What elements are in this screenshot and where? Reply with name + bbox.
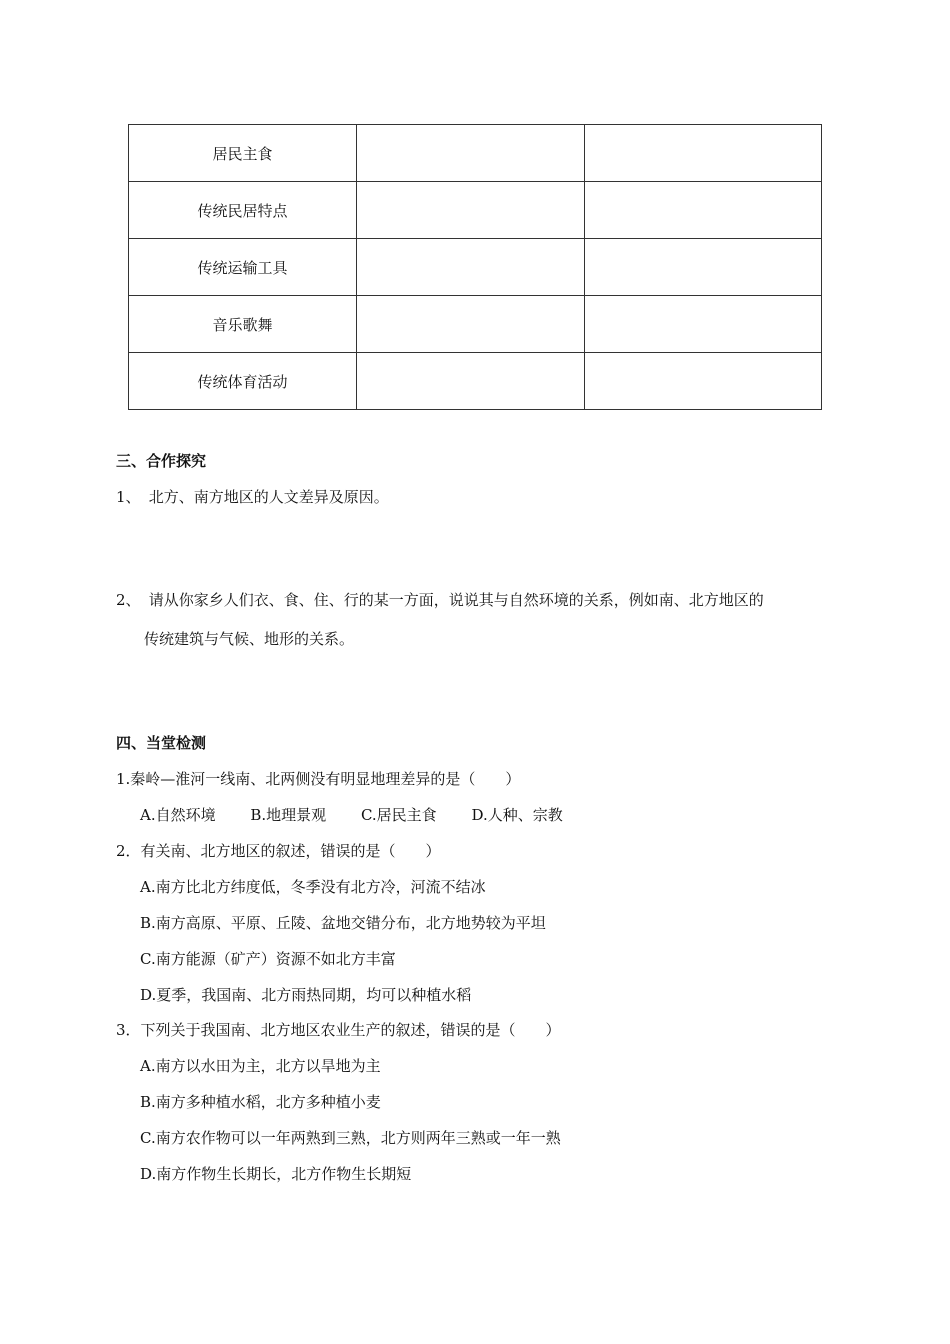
question-text: 请从你家乡人们衣、食、住、行的某一方面，说说其与自然环境的关系，例如南、北方地区的	[148, 591, 764, 609]
question-text: 北方、南方地区的人文差异及原因。	[148, 488, 389, 506]
option-d: D.人种、宗教	[471, 806, 563, 824]
question-number: 1、	[116, 488, 141, 506]
option-a: A.自然环境	[140, 806, 216, 824]
table-cell	[585, 182, 822, 239]
table-cell	[357, 353, 585, 410]
row-label: 音乐歌舞	[129, 296, 357, 353]
quiz-question-1-stem: 1.秦岭—淮河一线南、北两侧没有明显地理差异的是（ ）	[116, 770, 521, 788]
option-d: D.南方作物生长期长，北方作物生长期短	[140, 1165, 412, 1183]
row-label: 传统体育活动	[129, 353, 357, 410]
table-row	[129, 296, 822, 353]
option-a: A.南方以水田为主，北方以旱地为主	[140, 1057, 381, 1075]
quiz-question-3-stem: 3．下列关于我国南、北方地区农业生产的叙述，错误的是（ ）	[116, 1021, 561, 1039]
option-c: C.南方农作物可以一年两熟到三熟，北方则两年三熟或一年一熟	[140, 1129, 561, 1147]
question-text-continuation: 传统建筑与气候、地形的关系。	[144, 630, 355, 648]
table-row	[129, 182, 822, 239]
table-cell	[357, 239, 585, 296]
quiz-question-1-options	[140, 804, 593, 825]
question-number: 2、	[116, 591, 141, 609]
row-label: 传统民居特点	[129, 182, 357, 239]
table-row	[129, 125, 822, 182]
section-heading-cooperation: 三、合作探究	[116, 452, 207, 470]
section-heading-quiz: 四、当堂检测	[116, 734, 207, 752]
comparison-table	[128, 124, 822, 410]
table-cell	[357, 296, 585, 353]
discussion-question-2	[116, 589, 764, 610]
table-cell	[357, 125, 585, 182]
table-cell	[585, 239, 822, 296]
option-c: C.居民主食	[360, 806, 437, 824]
table-cell	[585, 353, 822, 410]
option-b: B.地理景观	[250, 806, 327, 824]
quiz-question-2-stem: 2．有关南、北方地区的叙述，错误的是（ ）	[116, 842, 441, 860]
table-cell	[585, 296, 822, 353]
option-b: B.南方高原、平原、丘陵、盆地交错分布，北方地势较为平坦	[140, 914, 546, 932]
option-b: B.南方多种植水稻，北方多种植小麦	[140, 1093, 381, 1111]
discussion-question-1	[116, 486, 389, 507]
row-label: 传统运输工具	[129, 239, 357, 296]
table-cell	[585, 125, 822, 182]
option-c: C.南方能源（矿产）资源不如北方丰富	[140, 950, 396, 968]
option-a: A.南方比北方纬度低，冬季没有北方冷，河流不结冰	[140, 878, 486, 896]
table-cell	[357, 182, 585, 239]
option-d: D.夏季，我国南、北方雨热同期，均可以种植水稻	[140, 986, 472, 1004]
table-row	[129, 239, 822, 296]
table-row	[129, 353, 822, 410]
row-label: 居民主食	[129, 125, 357, 182]
